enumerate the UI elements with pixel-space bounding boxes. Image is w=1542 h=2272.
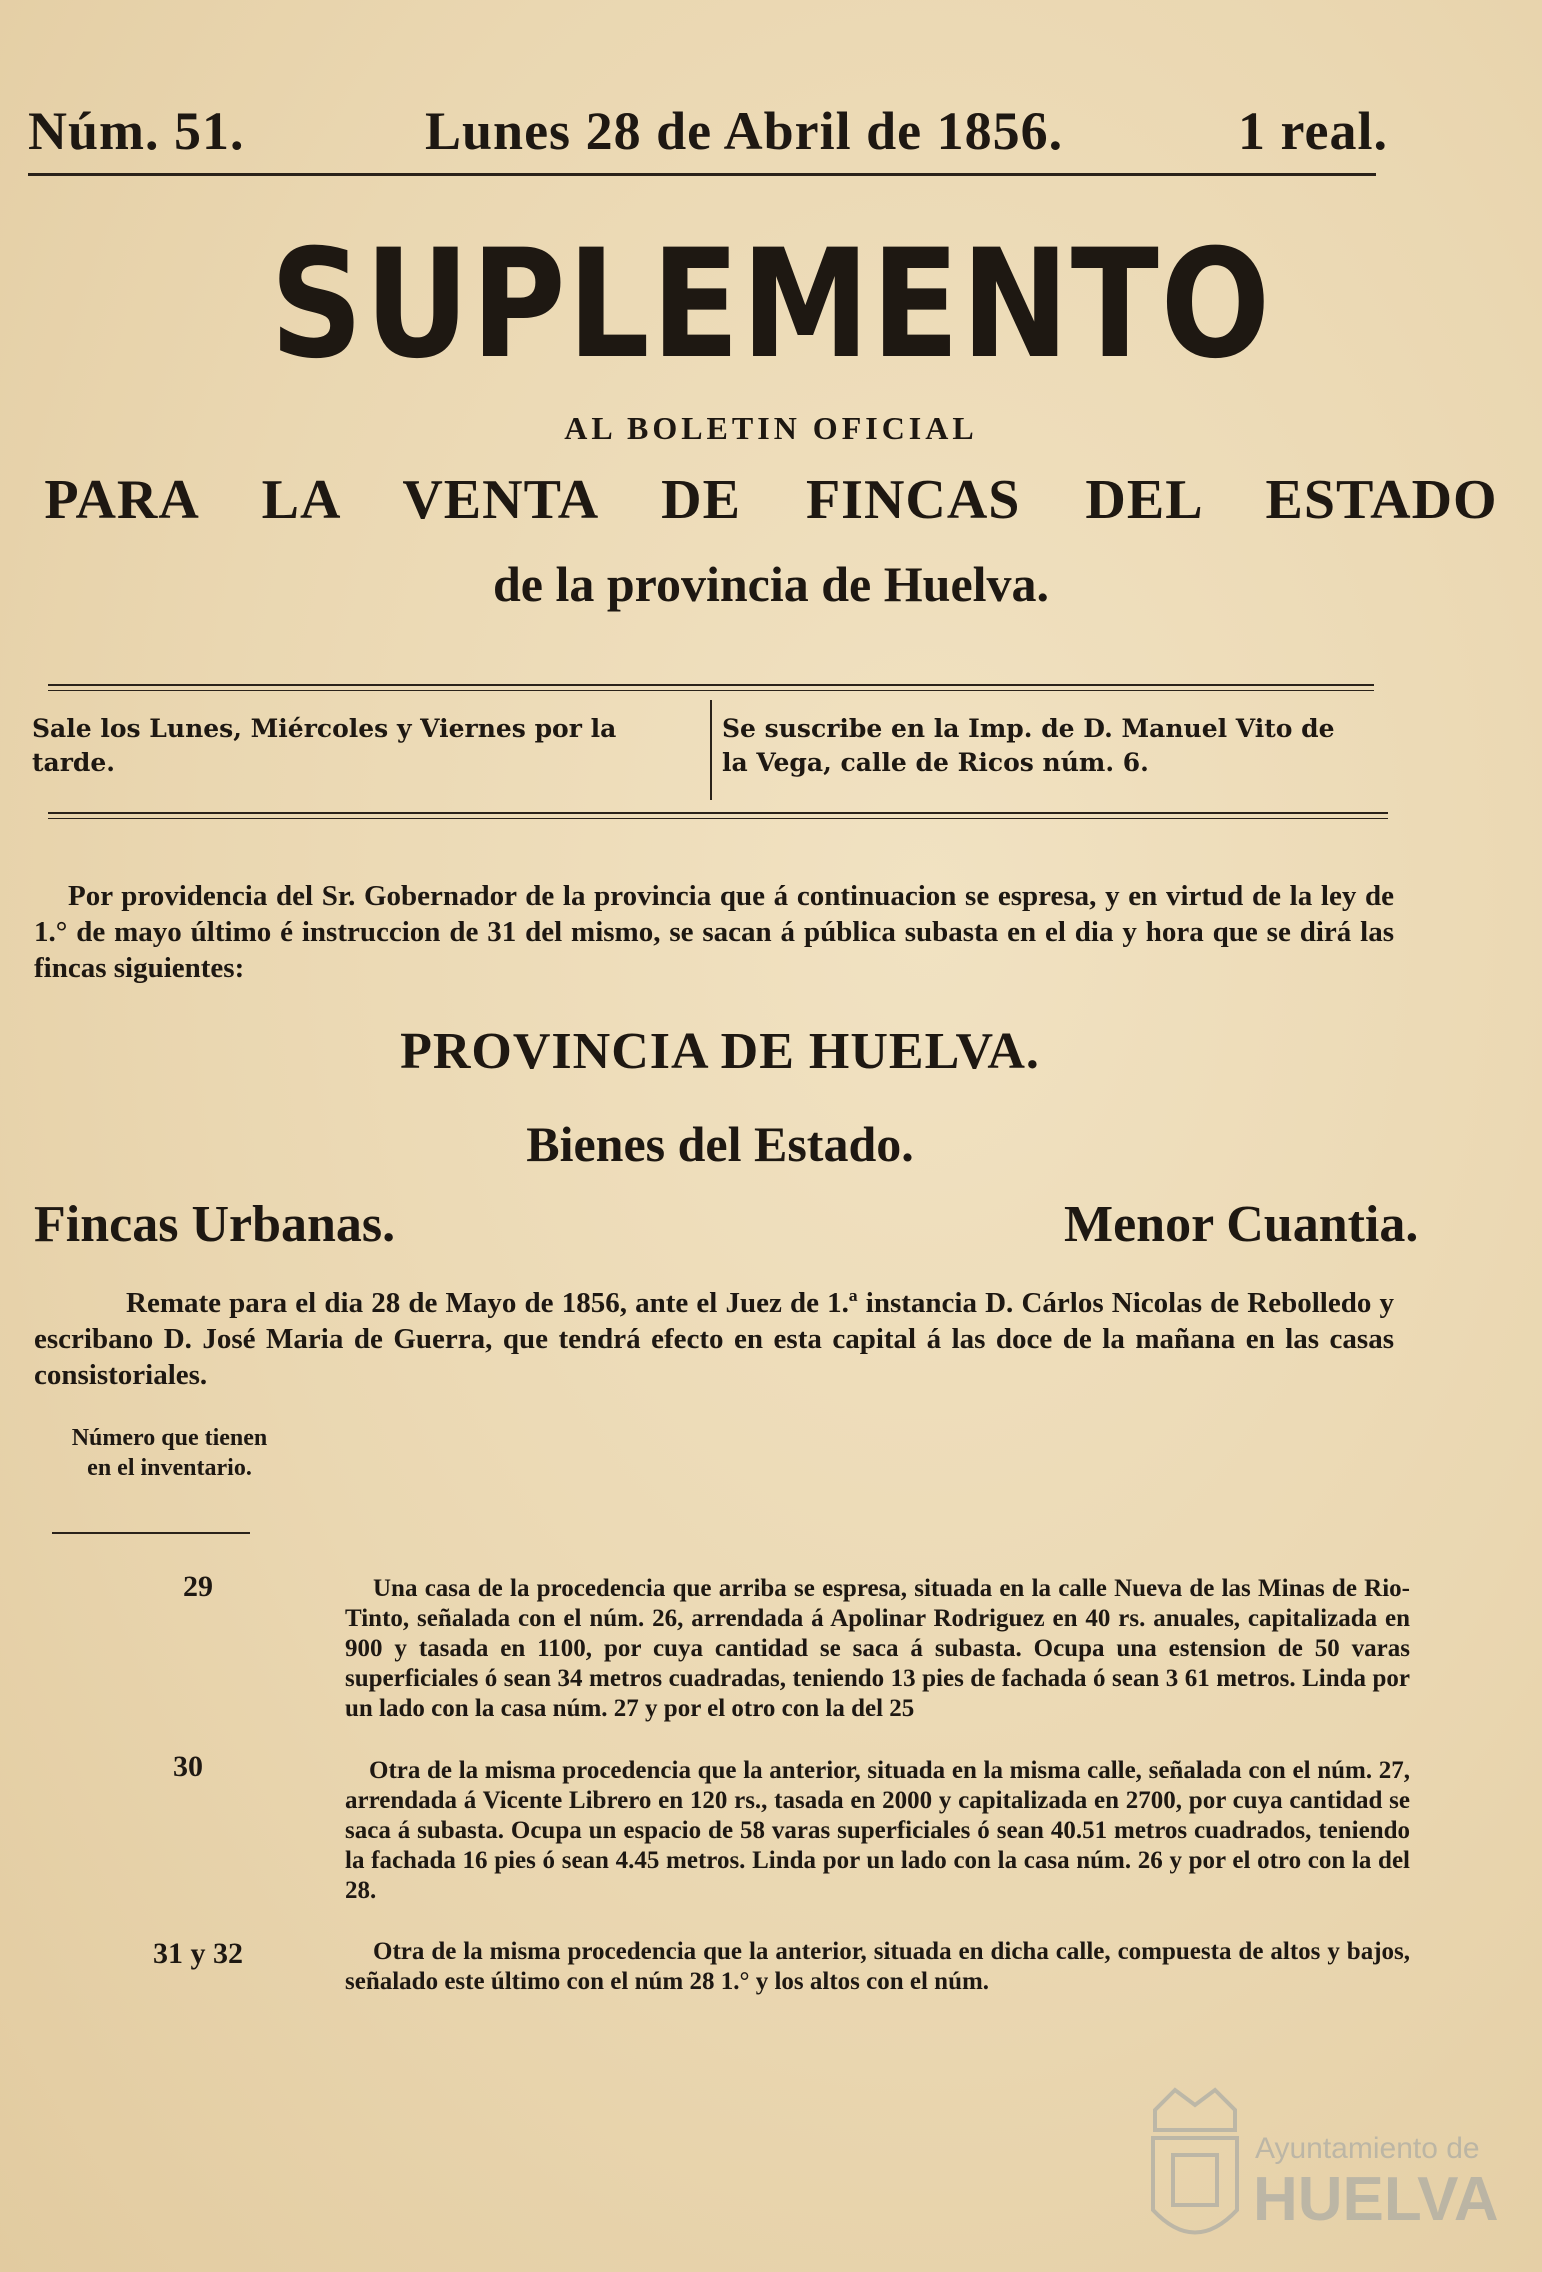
subtitle-bulletin: AL BOLETIN OFICIAL xyxy=(564,410,978,446)
publication-subscription: Se suscribe en la Imp. de D. Manuel Vito de la Vega, calle de Ricos núm. 6. xyxy=(722,714,1335,777)
province-heading: PROVINCIA DE HUELVA. xyxy=(400,1023,1040,1080)
entry-number: 29 xyxy=(183,1570,213,1603)
masthead-rule xyxy=(28,173,1376,176)
issue-price: 1 real. xyxy=(1238,101,1388,161)
publication-schedule: Sale los Lunes, Miércoles y Viernes por la tarde. xyxy=(32,714,617,777)
goods-heading: Bienes del Estado. xyxy=(526,1116,914,1172)
column-header-rule xyxy=(52,1532,250,1534)
issue-date: Lunes 28 de Abril de 1856. xyxy=(425,101,1064,161)
crest-icon xyxy=(1135,2070,1499,2260)
entry-description: Otra de la misma procedencia que la anterior, situada en la misma calle, señalada con el núm. 27, arrendada á Vicente Librero en 120 rs., tasada en 2000 y capitalizada en 2700, por cuya cantidad se saca á subasta. Ocupa un espacio de 58 varas superficiales ó sean 40.51 metros cuadrados, teniendo la fachada 16 pies ó sean 4.45 metros. Linda por un lado con la casa núm. 26 y por el otro con la del 28. xyxy=(345,1757,1410,1904)
issue-number: Núm. 51. xyxy=(28,101,245,161)
subtitle-sale: PARA LA VENTA DE FINCAS DEL ESTADO xyxy=(44,469,1498,531)
auction-paragraph: Remate para el dia 28 de Mayo de 1856, ante el Juez de 1.ª instancia D. Cárlos Nicolas de Rebolledo y escribano D. José Maria de Guerra, que tendrá efecto en esta capital á las doce de la mañana en las casas consistoriales. xyxy=(34,1287,1394,1391)
entry-description: Una casa de la procedencia que arriba se espresa, situada en la calle Nueva de las Minas de Rio-Tinto, señalada con el núm. 26, arrendada á Apolinar Rodriguez en 40 rs. anuales, capitalizada en 900 y tasada en 1100, por cuya cantidad se saca á subasta. Ocupa una estension de 50 varas superficiales ó sean 34 metros cuadradas, teniendo 13 pies de fachada ó sean 3 61 metros. Linda por un lado con la casa núm. 27 y por el otro con la del 25 xyxy=(345,1575,1410,1722)
watermark-line2: HUELVA xyxy=(1253,2165,1499,2234)
urban-properties-heading: Fincas Urbanas. xyxy=(34,1196,396,1253)
city-crest-watermark xyxy=(1135,2070,1499,2260)
info-top-rule-thin xyxy=(48,690,1374,691)
entry-number: 31 y 32 xyxy=(153,1937,243,1970)
page-title: SUPLEMENTO xyxy=(270,218,1272,392)
info-bottom-rule xyxy=(48,812,1388,814)
subtitle-province: de la provincia de Huelva. xyxy=(492,556,1050,612)
entry-number: 30 xyxy=(173,1750,203,1783)
minor-value-heading: Menor Cuantia. xyxy=(1064,1196,1419,1253)
intro-paragraph: Por providencia del Sr. Gobernador de la provincia que á continuacion se espresa, y en virtud de la ley de 1.° de mayo último é instruccion de 31 del mismo, se sacan á pública subasta en el dia y hora que se dirá las fincas siguientes: xyxy=(34,880,1394,984)
entry-description: Otra de la misma procedencia que la anterior, situada en dicha calle, compuesta de altos y bajos, señalado este último con el núm 28 1.° y los altos con el núm. xyxy=(345,1938,1410,1995)
watermark-line1: Ayuntamiento de xyxy=(1255,2132,1480,2165)
info-divider xyxy=(710,700,712,800)
info-top-rule xyxy=(48,684,1374,686)
inventory-number-header: Número que tienen en el inventario. xyxy=(71,1425,268,1481)
info-bottom-rule-thin xyxy=(48,818,1388,819)
